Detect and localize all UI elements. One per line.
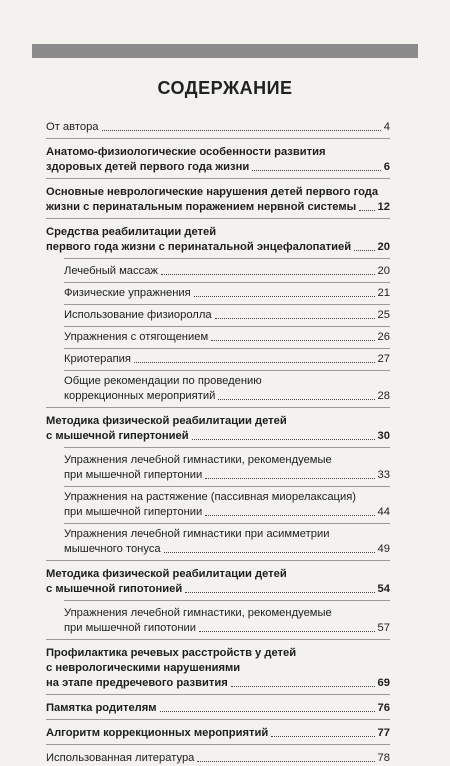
separator-line bbox=[46, 560, 390, 561]
leader-dots bbox=[194, 296, 375, 297]
separator-line bbox=[46, 407, 390, 408]
toc-page-number: 20 bbox=[377, 265, 390, 277]
leader-dots bbox=[199, 631, 375, 632]
leader-dots bbox=[215, 318, 375, 319]
toc-entry-title: Анатомо-физиологические особенности развития bbox=[46, 146, 326, 158]
toc-entry-title: здоровых детей первого года жизни bbox=[46, 161, 250, 173]
separator-line bbox=[64, 486, 390, 487]
toc-page-number: 25 bbox=[377, 309, 390, 321]
page-title: СОДЕРЖАНИЕ bbox=[157, 78, 293, 98]
toc-entry bbox=[46, 374, 390, 404]
separator-line bbox=[64, 282, 390, 283]
toc-entry-title: Физические упражнения bbox=[64, 287, 191, 299]
toc-page-number: 21 bbox=[377, 287, 390, 299]
toc-entry bbox=[46, 567, 390, 597]
header-bar bbox=[32, 44, 418, 58]
leader-dots bbox=[218, 399, 374, 400]
toc-entry-title: жизни с перинатальным поражением нервной системы bbox=[46, 201, 357, 213]
toc-page-number: 27 bbox=[377, 353, 390, 365]
leader-dots bbox=[185, 592, 374, 593]
toc-page-number: 26 bbox=[377, 331, 390, 343]
toc-page-number: 77 bbox=[377, 727, 390, 739]
toc-entry bbox=[46, 308, 390, 323]
leader-dots bbox=[134, 362, 375, 363]
leader-dots bbox=[354, 250, 374, 251]
leader-dots bbox=[161, 274, 375, 275]
leader-dots bbox=[359, 210, 374, 211]
leader-dots bbox=[164, 552, 375, 553]
leader-dots bbox=[197, 761, 374, 762]
toc-page-number: 20 bbox=[377, 241, 390, 253]
toc-entry bbox=[46, 120, 390, 135]
leader-dots bbox=[102, 130, 381, 131]
toc-page-number: 4 bbox=[383, 121, 390, 133]
toc-entry-title: Упражнения лечебной гимнастики при асимметрии bbox=[64, 528, 330, 540]
separator-line bbox=[46, 218, 390, 219]
toc-entry bbox=[46, 145, 390, 175]
toc-entry-title: От автора bbox=[46, 121, 99, 133]
toc-page-number: 57 bbox=[377, 622, 390, 634]
separator-line bbox=[64, 304, 390, 305]
toc-entry-title: Использованная литература bbox=[46, 752, 195, 764]
leader-dots bbox=[192, 439, 375, 440]
toc-entry bbox=[46, 185, 390, 215]
separator-line bbox=[64, 523, 390, 524]
toc-entry-title: Средства реабилитации детей bbox=[46, 226, 217, 238]
toc-entry bbox=[46, 225, 390, 255]
toc-entry bbox=[46, 606, 390, 636]
toc-entry-title: Упражнения на растяжение (пассивная миорелаксация) bbox=[64, 491, 356, 503]
toc-entry bbox=[46, 490, 390, 520]
toc-entry bbox=[46, 751, 390, 766]
toc-page-number: 69 bbox=[377, 677, 390, 689]
leader-dots bbox=[231, 686, 375, 687]
leader-dots bbox=[160, 711, 375, 712]
separator-line bbox=[64, 326, 390, 327]
toc-entry-title: при мышечной гипотонии bbox=[64, 622, 197, 634]
separator-line bbox=[64, 600, 390, 601]
toc-entry-title: Основные неврологические нарушения детей первого года bbox=[46, 186, 379, 198]
separator-line bbox=[46, 744, 390, 745]
toc-entry-title: Методика физической реабилитации детей bbox=[46, 568, 287, 580]
separator-line bbox=[46, 178, 390, 179]
toc-entry-title: первого года жизни с перинатальной энцефалопатией bbox=[46, 241, 352, 253]
toc-entry-title: Памятка родителям bbox=[46, 702, 157, 714]
toc-entry-title: на этапе предречевого развития bbox=[46, 677, 228, 689]
separator-line bbox=[46, 719, 390, 720]
toc-entry bbox=[46, 726, 390, 741]
toc-entry-title: с мышечной гипертонией bbox=[46, 430, 189, 442]
toc-entry bbox=[46, 527, 390, 557]
toc-page-number: 49 bbox=[377, 543, 390, 555]
toc-entry bbox=[46, 352, 390, 367]
toc-entry-title: Профилактика речевых расстройств у детей bbox=[46, 647, 297, 659]
toc-page-number: 28 bbox=[377, 390, 390, 402]
toc-entry-title: Общие рекомендации по проведению bbox=[64, 375, 262, 387]
toc-entry-title: Лечебный массаж bbox=[64, 265, 158, 277]
toc-entry-title: Упражнения с отягощением bbox=[64, 331, 209, 343]
separator-line bbox=[64, 258, 390, 259]
separator-line bbox=[46, 138, 390, 139]
toc-page-number: 33 bbox=[377, 469, 390, 481]
toc-entry bbox=[46, 264, 390, 279]
toc-entry bbox=[46, 701, 390, 716]
table-of-contents bbox=[46, 120, 390, 766]
toc-entry-title: Упражнения лечебной гимнастики, рекомендуемые bbox=[64, 454, 332, 466]
toc-entry-title: Упражнения лечебной гимнастики, рекомендуемые bbox=[64, 607, 332, 619]
leader-dots bbox=[271, 736, 374, 737]
separator-line bbox=[46, 694, 390, 695]
leader-dots bbox=[252, 170, 381, 171]
toc-entry-title: с неврологическими нарушениями bbox=[46, 662, 241, 674]
toc-page-number: 30 bbox=[377, 430, 390, 442]
toc-entry-title: Использование физиоролла bbox=[64, 309, 212, 321]
toc-entry-title: Криотерапия bbox=[64, 353, 131, 365]
leader-dots bbox=[211, 340, 374, 341]
leader-dots bbox=[205, 515, 374, 516]
toc-page-number: 76 bbox=[377, 702, 390, 714]
toc-entry bbox=[46, 414, 390, 444]
leader-dots bbox=[205, 478, 374, 479]
toc-entry-title: коррекционных мероприятий bbox=[64, 390, 216, 402]
toc-entry bbox=[46, 286, 390, 301]
toc-entry bbox=[46, 330, 390, 345]
separator-line bbox=[46, 639, 390, 640]
toc-entry-title: Методика физической реабилитации детей bbox=[46, 415, 287, 427]
toc-page-number: 78 bbox=[377, 752, 390, 764]
toc-page-number: 6 bbox=[383, 161, 390, 173]
toc-entry bbox=[46, 646, 390, 691]
toc-entry-title: мышечного тонуса bbox=[64, 543, 161, 555]
toc-entry bbox=[46, 453, 390, 483]
toc-entry-title: при мышечной гипертонии bbox=[64, 469, 203, 481]
toc-page-number: 44 bbox=[377, 506, 390, 518]
toc-page-number: 12 bbox=[377, 201, 390, 213]
separator-line bbox=[64, 348, 390, 349]
separator-line bbox=[64, 370, 390, 371]
toc-entry-title: Алгоритм коррекционных мероприятий bbox=[46, 727, 269, 739]
toc-entry-title: при мышечной гипертонии bbox=[64, 506, 203, 518]
toc-page-number: 54 bbox=[377, 583, 390, 595]
separator-line bbox=[64, 447, 390, 448]
toc-entry-title: с мышечной гипотонией bbox=[46, 583, 183, 595]
